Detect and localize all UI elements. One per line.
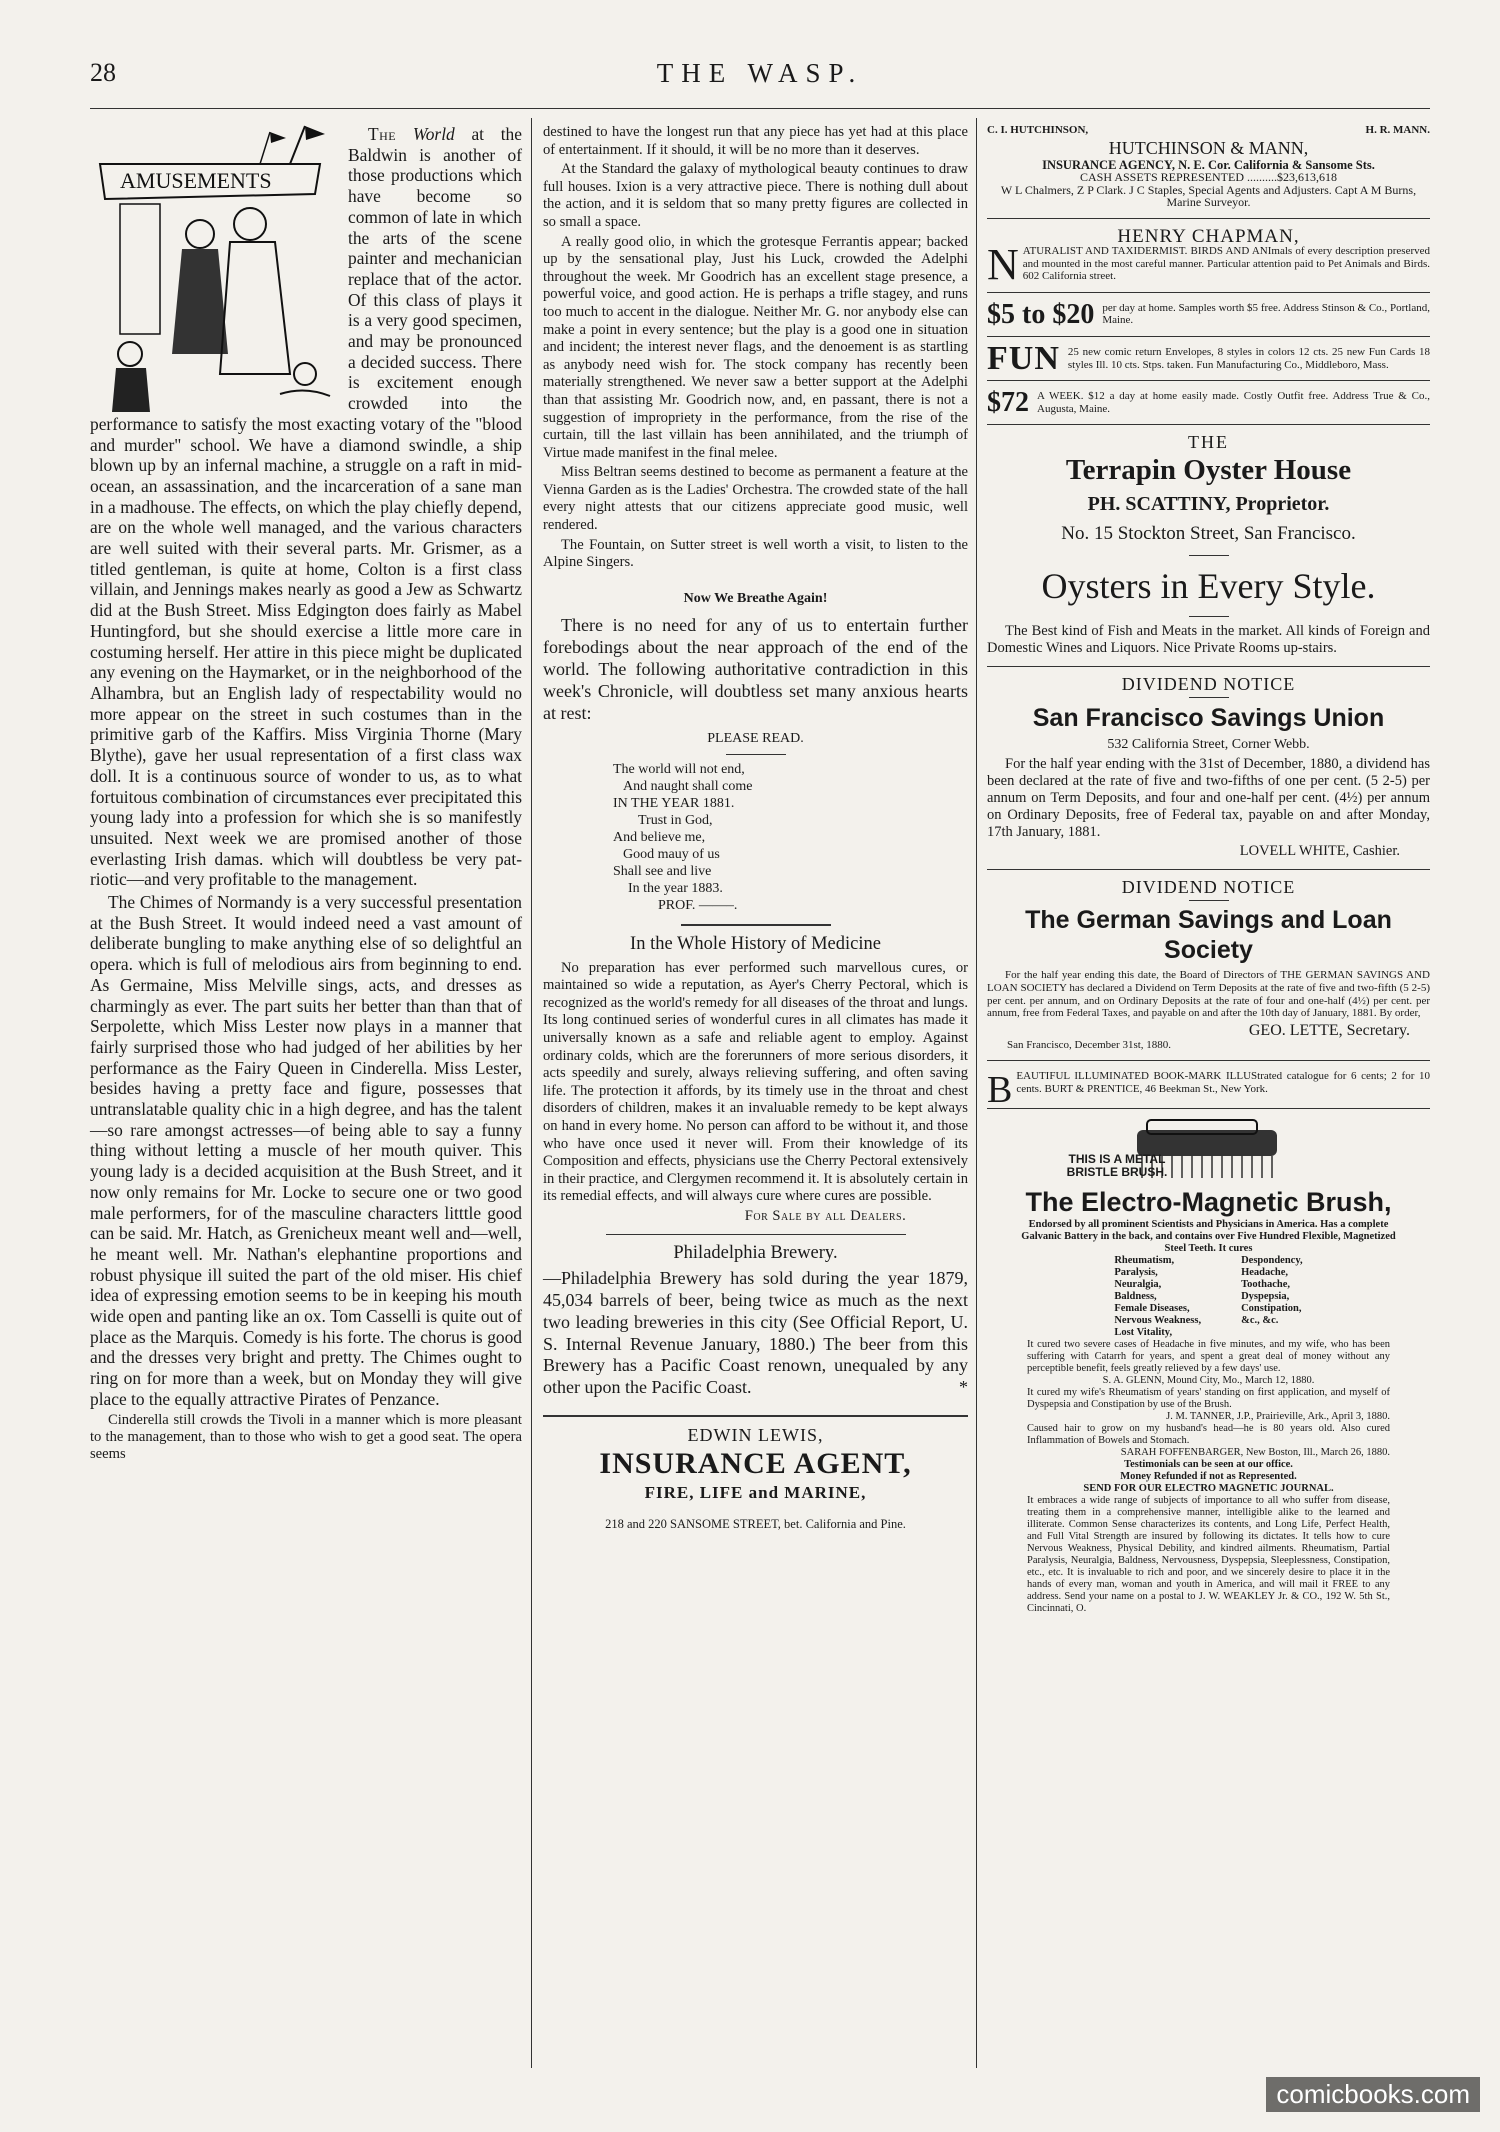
column-divider	[531, 118, 532, 2068]
ad-72: $72 A WEEK. $12 a day at home easily made. Costly Outfit free. Address True & Co., Augusta, Maine.	[987, 387, 1430, 419]
ad-german-savings: DIVIDEND NOTICE The German Savings and Loan Society For the half year ending this date, the Board of Directors of THE GERMAN SAVINGS AND LOAN SOCIETY has declared a Dividend on Term Deposits at the rate of five and two-fifth (5 2-5) per cent. per annum, and on Ordinary Deposits at the rate of four and one-half (4½) per cent. per annum, free from Federal Taxes, and payable on and after the 10th day of January, 1881. By order, GEO. LETTE, Secretary. San Francisco, December 31st, 1880.	[987, 877, 1430, 1051]
ad-rule	[987, 666, 1430, 667]
ad-5-to-20: $5 to $20 per day at home. Samples worth $5 free. Address Stinson & Co., Portland, Maine.	[987, 298, 1430, 330]
please-read: PLEASE READ.	[707, 731, 804, 747]
amusements-illustration	[90, 124, 340, 412]
page-header	[90, 58, 1430, 98]
ad-hutchinson-mann: C. I. HUTCHINSON, H. R. MANN. HUTCHINSON & MANN, INSURANCE AGENCY, N. E. Cor. California & Sansome Sts. CASH ASSETS REPRESENTED ..........$23,613,618 W L Chalmers, Z P Clark. J C Staples, Special Agents and Adjusters. Capt A M Burns, Marine Surveyor.	[987, 124, 1430, 210]
paragraph-adelphi: A really good olio, in which the grotesque Ferrantis appear; backed up by the sensational play, Just his Luck, crowded the Adelphi throughout the week. Mr Goodrich has an excellent stage presence, a powerful voice, and good action. He is perhaps a trifle stagey, and runs too much to accent in the dialogue. Neither Mr. G. nor anybody else can make a point in every sentence; but the play is a good one in situation and incident; the interest never flags, and the denoement is as startling as anybody need wish for. The stock company has recently been materially strengthened. We never saw a better support at the Adelphi than that assisting Mr. Goodrich now, and, en passant, there is not a suggestion of impropriety in the performance, from the rise of the curtain, till the last villain has been annihilated, and the triumph of Virtue made manifest in the final melee.	[543, 233, 968, 461]
paragraph-cinderella: Cinderella still crowds the Tivoli in a manner which is more pleasant to the management, than to those who wish to get a good seat. The opera seems	[90, 1411, 522, 1462]
short-rule	[1189, 555, 1229, 556]
ad-rule	[987, 424, 1430, 425]
paragraph-fountain: The Fountain, on Sutter street is well worth a visit, to listen to the Alpine Singers.	[543, 536, 968, 571]
paragraph-end-of-world: There is no need for any of us to entertain further forebodings about the near approach of the end of the world. The following authoritative contradiction in this week's Chronicle, will doubtless set many anxious hearts at rest:	[543, 615, 968, 723]
short-rule	[726, 754, 786, 755]
ad-sf-savings-union: DIVIDEND NOTICE San Francisco Savings Union 532 California Street, Corner Webb. For the half year ending with the 31st of December, 1880, a dividend has been declared at the rate of five and two-fifths of one per cent. (5 2-5) per annum on Term Deposits, and four and one-half per cent. (4½) per annum on Ordinary Deposits, free of Federal tax, payable on and after Monday, 17th January, 1881. LOVELL WHITE, Cashier.	[987, 674, 1430, 860]
short-rule	[1189, 616, 1229, 617]
ad-rule	[987, 218, 1430, 219]
paragraph-world: The World at the Baldwin is another of those productions which have become so common of late in which the arts of the scene painter and mechanician replace that of the actor. Of this class of plays it is a very good specimen, and may be pronounced a decided success. There is excitement enough crowded into the performance to satisfy the most exacting votary of the "blood and murder" school. We have a diamond swindle, a ship blown up by an infernal machine, a struggle on a raft in mid-ocean, an assassination, and the incarceration of a sane man in a madhouse. The effects, on which the play chiefly depend, are on the whole well managed, and the various characters are well suited with their several parts. Mr. Grismer, as a titled gentleman, is quite at home, Colton is a first class villain, and Jennings makes nearly as good a Jew as Schwartz did at the Bush Street. Miss Edgington does fairly as Mabel Huntingford, but she should exercise a little more care in costuming herself. Her attire in this piece might be duplicated any evening on the Haymarket, or in the neighborhood of the Alhambra, but an English lady of respectability would no more appear on the street in such costumes than in the primitive garb of the Kaffirs. Miss Virginia Thorne (Mary Blythe), gave her usual representation of a first class wax doll. It is a continuous source of wonder to us, as to what fortuitous combination of circumstances ever precipitated this young lady into a profession for which she is so manifestly unsuited. Next week we are promised another of those everlasting Irish damas. which will doubtless be very pat-riotic—and very profitable to the management.	[90, 124, 522, 890]
ad-fun: FUN 25 new comic return Envelopes, 8 styles in colors 12 cts. 25 new Fun Cards 18 styles Ill. 10 cts. Stps. taken. Fun Manufacturing Co., Middleboro, Mass.	[987, 340, 1430, 378]
column-divider	[976, 118, 977, 2068]
amusements-sign: AMUSEMENTS	[120, 168, 272, 193]
masthead-title: THE WASP.	[656, 58, 864, 88]
ad-henry-chapman: HENRY CHAPMAN, NATURALIST AND TAXIDERMIST. BIRDS AND ANImals of every description preserved and mounted in the most careful manner. Particular attention paid to Pet Animals and Birds. 602 California street.	[987, 225, 1430, 289]
heading-breathe-again: Now We Breathe Again!	[683, 590, 828, 606]
ad-electro-magnetic-brush: THIS IS A METAL BRISTLE BRUSH. The Electro-Magnetic Brush, Endorsed by all prominent Scientists and Physicians in America. Has a complete Galvanic Battery in the back, and contains over Five Hundred Flexible, Magnetized Steel Teeth. It cures Rheumatism, Paralysis, Neuralgia, Baldness, Female Diseases, Nervous Weakness, Lost Vitality, Despondency, Headache, Toothache, Dyspepsia, Constipation, &c., &c. It cured two severe cases of Headache in five minutes, and my wife, who has been suffering with Catarrh for years, and spent a great deal of money without any perceptible benefit, feels greatly relieved by a few days' use. S. A. GLENN, Mound City, Mo., March 12, 1880. It cured my wife's Rheumatism of years' standing on first application, and myself of Dyspepsia and Constipation by use of the Brush. J. M. TANNER, J.P., Prairieville, Ark., April 3, 1880. Caused hair to grow on my husband's head—he is 80 years old. Also cured Inflammation of Bowels and Stomach. SARAH FOFFENBARGER, New Boston, Ill., March 26, 1880. Testimonials can be seen at our office. Money Refunded if not as Represented. SEND FOR OUR ELECTRO MAGNETIC JOURNAL. It embraces a wide range of subjects of importance to all who suffer from disease, treating them in a comprehensive manner, intelligible alike to the learned and illiterate. Common Sense characterizes its contents, and Long Life, Perfect Health, and Full Vital Strength are insured by following its dictates. It tells how to cure Nervous Weakness, Physical Debility, and kindred ailments. Rheumatism, Partial Paralysis, Neuralgia, Baldness, Nervousness, Dyspepsia, Sleeplessness, Constipation, etc., etc. It is invaluable to rich and poor, and we sincerely desire to place it in the hands of every man, woman and youth in America, and will mail it FREE to any address. Send your name on a postal to J. W. WEAKLEY Jr. & CO., 192 W. 5th St., Cincinnati, O.	[987, 1118, 1430, 1615]
paragraph-tivoli-cont: destined to have the longest run that any piece has yet had at this place of entertainment. If it should, it will be no more than it deserves.	[543, 124, 968, 158]
ad-book-mark: BEAUTIFUL ILLUMINATED BOOK-MARK ILLUStrated catalogue for 6 cents; 2 for 10 cents. BURT & PRENTICE, 46 Beekman St., New York.	[987, 1069, 1430, 1112]
newspaper-page	[90, 40, 1430, 2070]
heading-medicine: In the Whole History of Medicine	[630, 934, 881, 955]
column-theatres	[543, 124, 968, 1534]
heading-brewery: Philadelphia Brewery.	[673, 1242, 838, 1263]
for-sale-line: For Sale by all Dealers.	[744, 1207, 907, 1224]
paragraph-chimes: The Chimes of Normandy is a very successful presentation at the Bush Street. It would indeed need a vast amount of deliberate bungling to make anything else of so delightful an opera. which is full of melodious airs from beginning to end. As Germaine, Miss Melville sings, acts, and dresses as charmingly as ever. The part suits her better than than that of Serpolette, which Miss Lester now plays in a manner that fairly surprised those who had judged of her abilities by her performance as the Fairy Queen in Cinderella. Miss Lester, besides having a pretty face and figure, possesses that untranslatable quality chic in a high degree, and has the talent—so rare amongst actresses—of being able to say a funny thing without letting a muscle of her mouth quiver. This young lady is a decided acquisition at the Bush Street, and it now only remains for Mr. Locke to secure one or two good male performers, for of the masculine characters litttle good can be said. Mr. Hatch, as Grenicheux meant well and—well, he meant well. Mr. Nathan's elephantine proportions and robust physique ill suited the part of the old miser. His chief idea of expressing emotion seems to be in keeping his mouth wide open and panting like an ox. Tom Casselli is quite out of place as the Marquis. Comedy is his forte. The chorus is good and the dresses very bright and pretty. The Chimes ought to ring on for more than a week, but on Monday they will give place to the equally attractive Pirates of Penzance.	[90, 892, 522, 1409]
paragraph-standard: At the Standard the galaxy of mythological beauty continues to draw full houses. Ixion is a very attractive piece. There is nothing dull about the action, and it is seldom that so many pretty figures are collected in so small a space.	[543, 161, 968, 230]
brush-cures-list: Rheumatism, Paralysis, Neuralgia, Baldness, Female Diseases, Nervous Weakness, Lost Vitality, Despondency, Headache, Toothache, Dyspepsia, Constipation, &c., &c.	[1114, 1255, 1303, 1339]
column-amusements	[90, 124, 522, 1465]
ad-rule	[987, 380, 1430, 381]
ad-terrapin-oyster-house: THE Terrapin Oyster House PH. SCATTINY, Proprietor. No. 15 Stockton Street, San Francisco. Oysters in Every Style. The Best kind of Fish and Meats in the market. All kinds of Foreign and Domestic Wines and Liquors. Nice Private Rooms up-stairs.	[987, 432, 1430, 657]
header-rule	[90, 108, 1430, 109]
ad-rule	[987, 1060, 1430, 1061]
poem: The world will not end, And naught shall come IN THE YEAR 1881. Trust in God, And believe me, Good mauy of us Shall see and live In the year 1883. PROF. ——–.	[613, 762, 753, 914]
paragraph-brewery: —Philadelphia Brewery has sold during the year 1879, 45,034 barrels of beer, being twice as much as the next two leading breweries in this city (See Official Report, U. S. Internal Revenue January, 1880.) The beer from this Brewery has a Pacific Coast renown, unequaled by any other upon the Pacific Coast. *	[543, 1268, 968, 1398]
section-rule	[543, 1415, 968, 1417]
column-advertisements	[987, 124, 1430, 1615]
ad-rule	[987, 1108, 1430, 1109]
section-rule	[681, 924, 831, 926]
page-number: 28	[90, 58, 116, 87]
ad-rule	[987, 292, 1430, 293]
brush-illustration	[987, 1118, 1430, 1188]
ad-edwin-lewis: EDWIN LEWIS, INSURANCE AGENT, FIRE, LIFE and MARINE, 218 and 220 SANSOME STREET, bet. California and Pine.	[599, 1424, 912, 1532]
watermark: comicbooks.com	[1266, 2077, 1480, 2112]
short-rule	[606, 1234, 906, 1235]
ad-rule	[987, 869, 1430, 870]
paragraph-vienna: Miss Beltran seems destined to become as permanent a feature at the Vienna Garden as is the Ladies' Orchestra. The crowded state of the hall every night attests that our citizens appreciate good music, well rendered.	[543, 464, 968, 534]
paragraph-cherry-pectoral: No preparation has ever performed such marvellous cures, or maintained so wide a reputation, as Ayer's Cherry Pectoral, which is recognized as the world's remedy for all diseases of the throat and lungs. Its long continued series of wonderful cures in all climates has made it universally known as a safe and reliable agent to employ. Against ordinary colds, which are the forerunners of more serious disorders, it acts speedily and surely, always relieving suffering, and often saving life. The protection it affords, by its timely use in the throat and chest disorders of children, makes it an invaluable remedy to be kept always on hand in every home. No person can afford to be without it, and those who have once used it never will. From their knowledge of its Composition and effects, physicians use the Cherry Pectoral extensively in their practice, and Clergymen recommend it. It is absolutely certain in its remedial effects, and will always cure where cures are possible.	[543, 959, 968, 1205]
short-rule	[1189, 900, 1229, 901]
ad-rule	[987, 336, 1430, 337]
short-rule	[1189, 697, 1229, 698]
